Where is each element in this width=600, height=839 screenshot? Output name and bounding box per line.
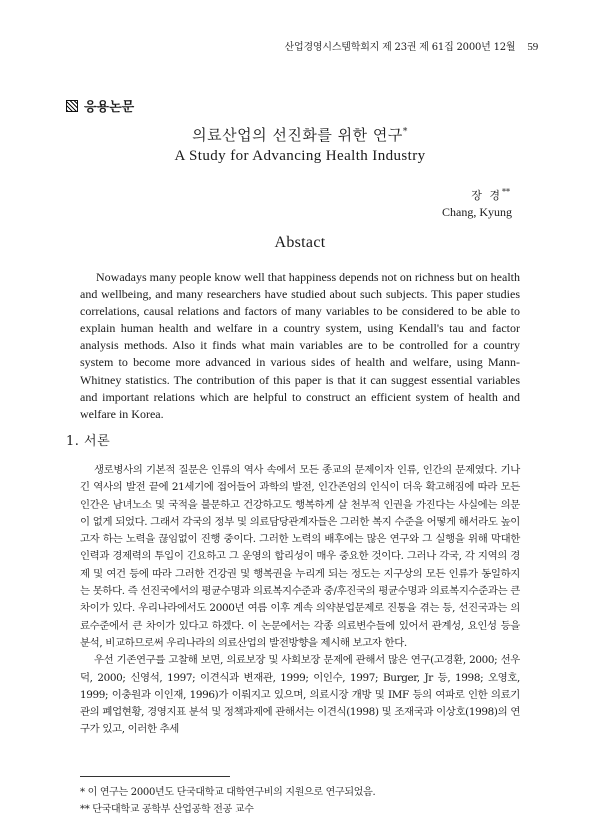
journal-info: 산업경영시스템학회지 제 23권 제 61집 2000년 12월 [284,42,516,53]
footnotes [80,784,520,818]
author-korean [471,187,510,203]
body-text [80,462,520,739]
author-english: Chang, Kyung [442,205,512,219]
page-number: 59 [527,41,538,53]
section-label-text: 응용논문 [84,100,135,115]
footnote-affiliation: ** 단국대학교 공학부 산업공학 전공 교수 [80,804,254,815]
body-paragraph: 우선 기존연구를 고찰해 보면, 의료보장 및 사회보장 문제에 관해서 많은 연구(고경환, 2000; 선우덕, 2000; 신영석, 1997; 이견식과 변재관, 1999; 이인수, 1997; Burger, Jr 등, 1998; 오영호, 1999; 이충원과 이인재, 1996)가 이뤄지고 있으며, 의료시장 개방 및 IMF 등의 여파로 인한 의료기관의 폐업현황, 경영지표 분석 및 정책과제에 관해서는 이견식(1998) 및 조재국과 이상호(1998)의 연구가 있고, 이러한 추세 [80,654,521,736]
section-heading-introduction: 1. 서론 [66,434,111,449]
running-head [285,38,538,53]
section-label [66,96,134,115]
author-korean-name: 장 경 [471,189,502,202]
footnote-funding: * 이 연구는 2000년도 단국대학교 대학연구비의 지원으로 연구되었음. [80,787,376,798]
title-korean [0,124,600,145]
author-footnote-mark: ** [502,187,510,197]
title-korean-text: 의료산업의 선진화를 위한 연구 [192,126,403,144]
abstract-body: Nowadays many people know well that happiness depends not on richness but on health and wellbeing, and many researchers have studied about such subjects. This paper studies correlations, causal relations and factors of many variables to be considered to be able to explain human health and welfare in a country system, using Kendall's tau and factor analysis methods. Also it finds what main variables are to be controlled for a country system to become more advanced in various sides of health and welfare, using Mann-Whitney statistics. The contribution of this paper is that it can suggest essential variables and important relations which are helpful to construct an efficient system of health and welfare in Korea. [80,270,520,421]
abstract-heading: Abstact [274,234,326,251]
title-english: A Study for Advancing Health Industry [174,148,426,164]
footnote-divider [80,776,230,777]
body-paragraph: 생로병사의 기본적 질문은 인류의 역사 속에서 모든 종교의 문제이자 인류, 인간의 문제였다. 기나긴 역사의 발전 끝에 21세기에 접어들어 과학의 발전, 인간존엄의 인식이 더욱 확고해짐에 따라 모든 인간은 남녀노소 및 국적을 불문하고 건강하고도 행복하게 살 천부적 인권을 가진다는 사실에는 의문이 없게 되었다. 그래서 각국의 정부 및 의료담당관계자들은 그러한 복지 수준을 어떻게 해서라도 높이고자 하는 노력을 끊임없이 진행 중이다. 그러한 노력의 배후에는 많은 연구와 그 실행을 위해 막대한 인력과 경제력의 투입이 긴요하고 그 운영의 합리성이 매우 중요한 것이다. 그러나 각국, 각 지역의 경제 및 여건 등에 따라 그러한 건강권 및 행복권을 누리게 되는 정도는 지구상의 모든 인류가 동일하지는 못하다. 즉 선진국에서의 평균수명과 의료복지수준과 중/후진국의 평균수명과 의료복지수준과는 큰 차이가 있다. 우리나라에서도 2000년 여름 이후 계속 의약분업문제로 진통을 겪는 등, 선진국과는 의료수준에서 큰 차이가 있다고 하겠다. 이 논문에서는 각종 의료변수들에 있어서 관계성, 요인성 등을 분석, 비교하므로써 우리나라의 의료산업의 발전방향을 제시해 보고자 한다. [80,464,520,649]
hatched-square-icon [66,100,78,112]
title-footnote-mark: * [402,127,408,137]
